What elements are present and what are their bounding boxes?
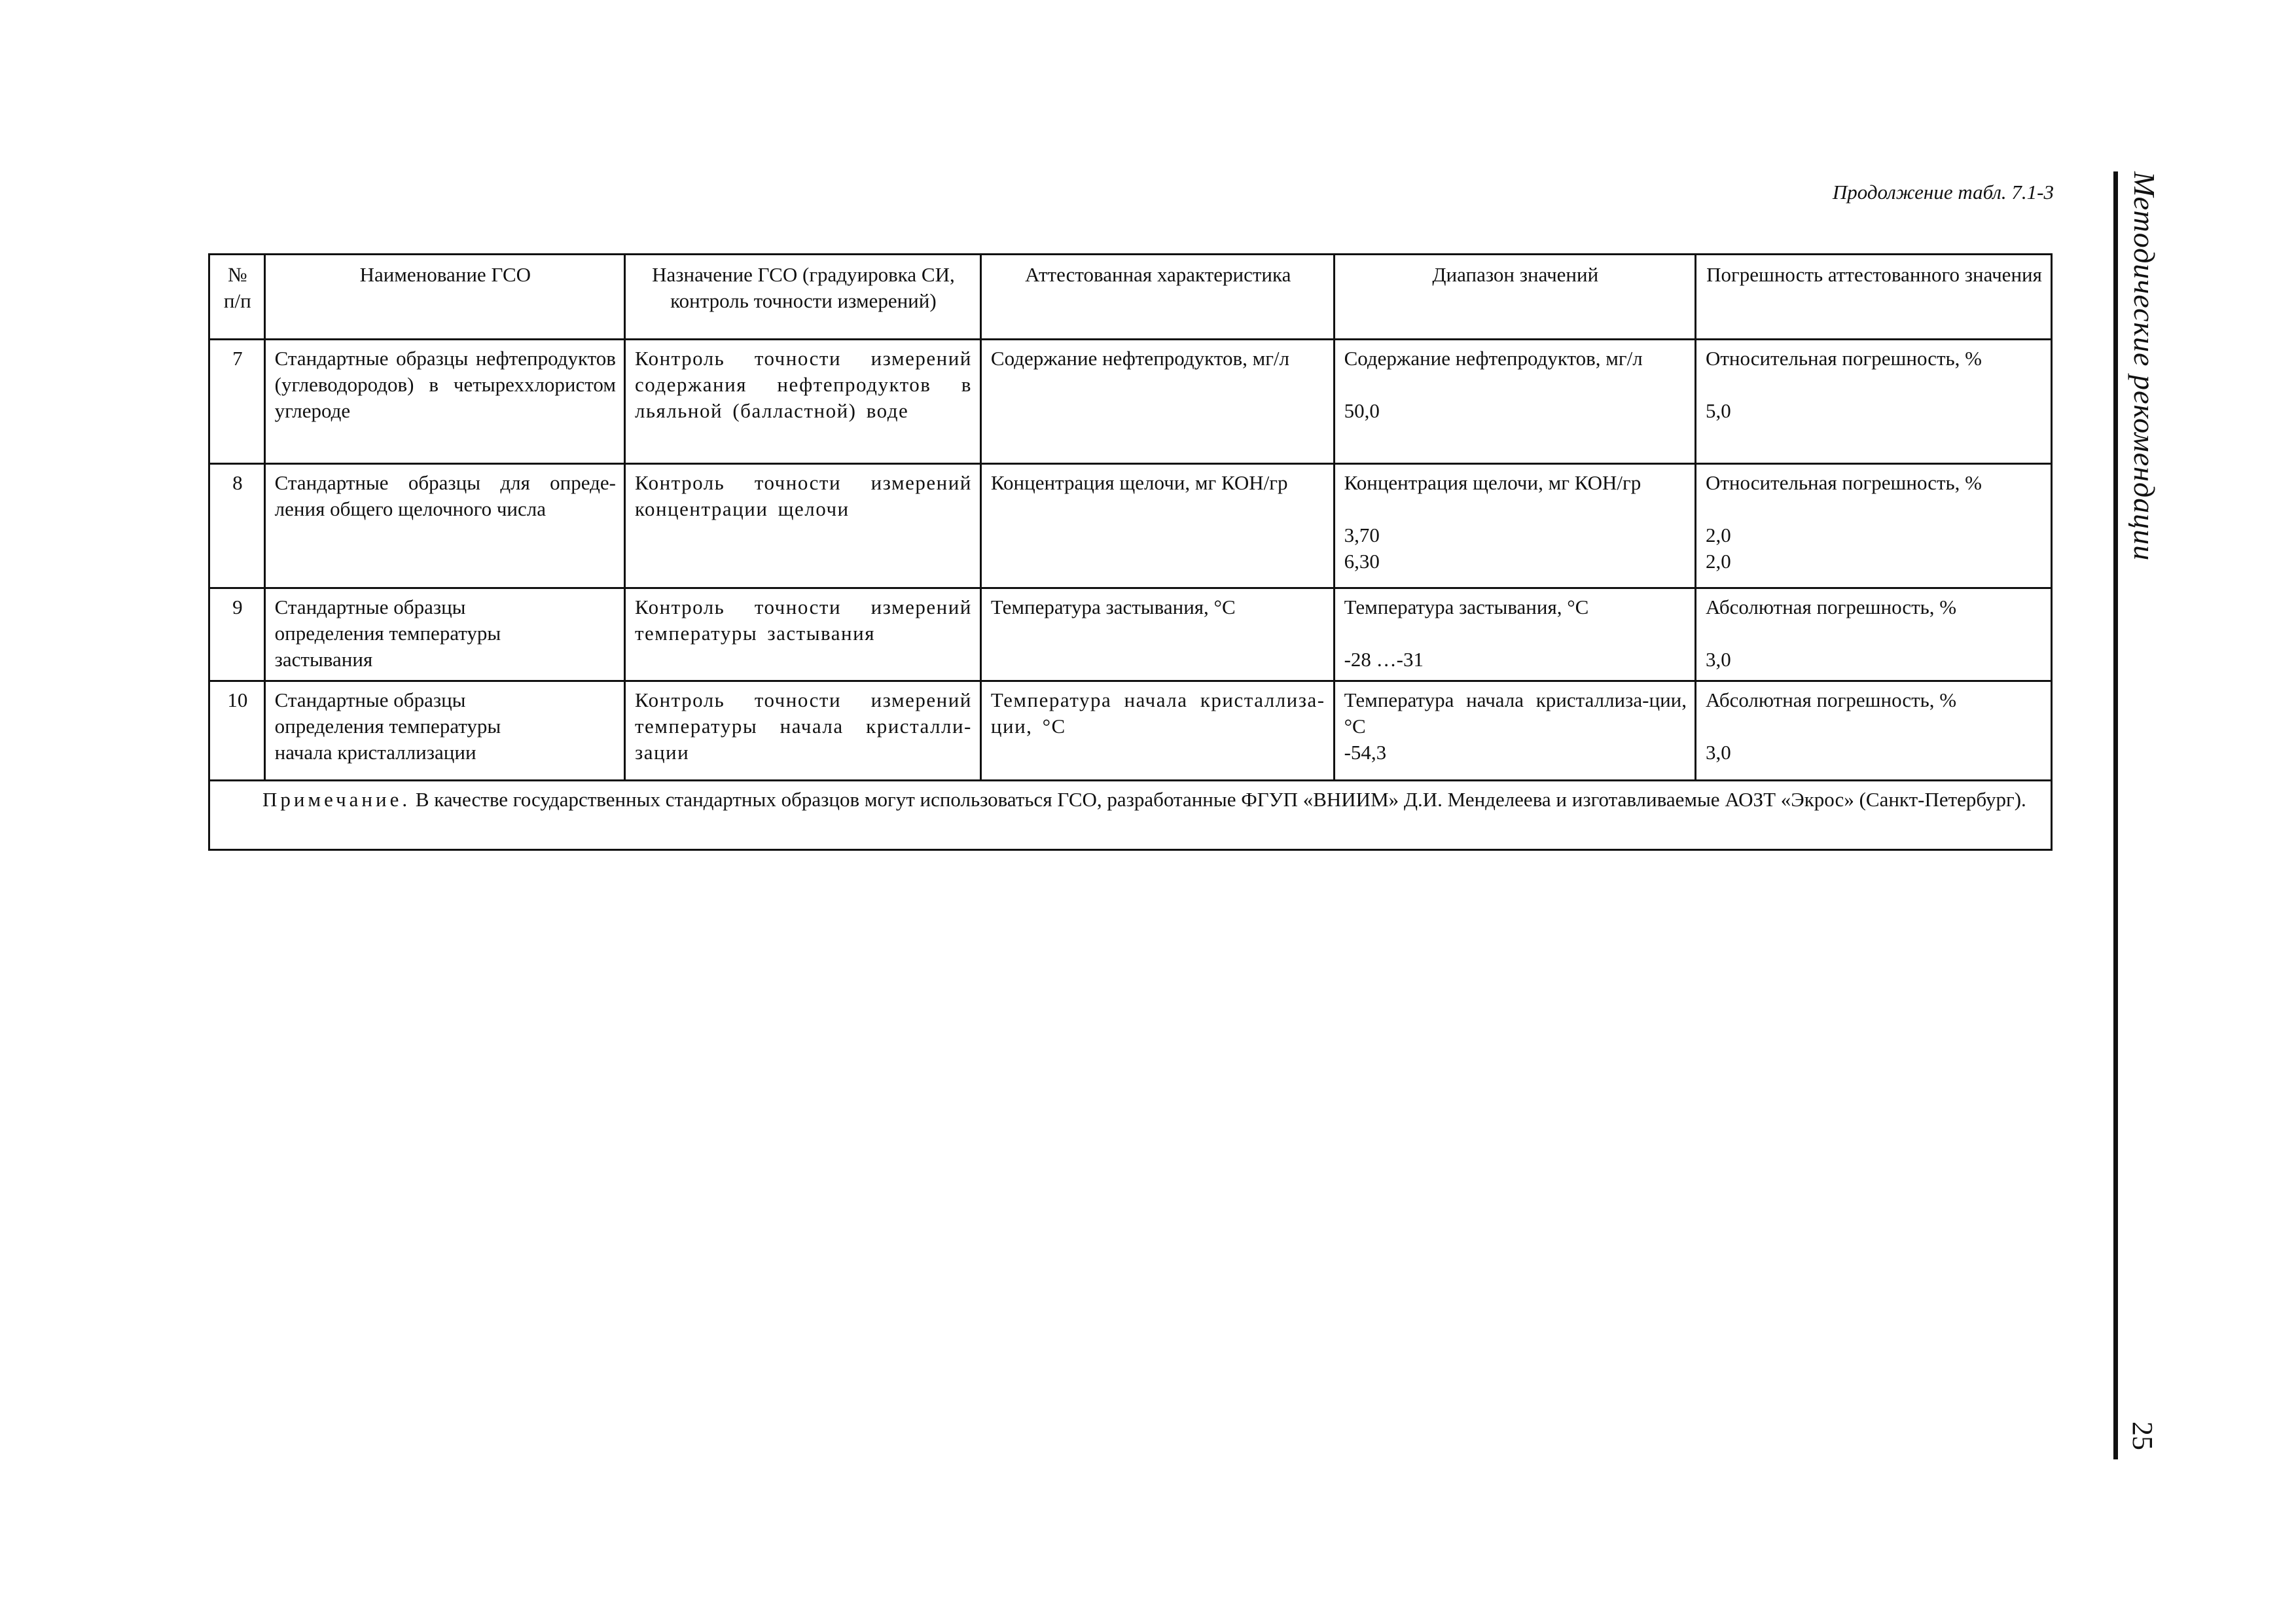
table-row	[209, 340, 2052, 464]
range-label: Содержание нефтепродуктов, мг/л	[1344, 347, 1643, 370]
table-row	[209, 464, 2052, 588]
gso-table	[208, 253, 2053, 851]
row-error	[1696, 340, 2052, 464]
table-row	[209, 588, 2052, 681]
header-no: № п/п	[209, 255, 265, 340]
header-range: Диапазон значений	[1334, 255, 1695, 340]
row-purpose: Контроль точности измерений температуры начала кристалли-зации	[624, 681, 980, 781]
page-number: 25	[2126, 1421, 2159, 1450]
row-purpose: Контроль точности измерений температуры застывания	[624, 588, 980, 681]
error-value: 2,0	[1706, 524, 1731, 546]
row-range	[1334, 588, 1695, 681]
row-range	[1334, 340, 1695, 464]
row-range	[1334, 464, 1695, 588]
error-value: 5,0	[1706, 399, 1731, 422]
row-name: Стандартные образцы определения температуры застывания	[264, 588, 624, 681]
row-number: 10	[209, 681, 265, 781]
row-purpose: Контроль точности измерений концентрации щелочи	[624, 464, 980, 588]
row-characteristic: Температура начала кристаллиза-ции, °С	[980, 681, 1334, 781]
range-value: 50,0	[1344, 399, 1380, 422]
header-characteristic: Аттестованная характеристика	[980, 255, 1334, 340]
table-note-row	[209, 781, 2052, 850]
table-continuation-label: Продолжение табл. 7.1-3	[1832, 181, 2054, 204]
side-rule	[2113, 171, 2118, 1459]
row-purpose: Контроль точности измерений содержания нефтепродуктов в льяльной (балластной) воде	[624, 340, 980, 464]
row-number: 7	[209, 340, 265, 464]
row-name: Стандартные образцы определения температуры начала кристаллизации	[264, 681, 624, 781]
row-name: Стандартные образцы нефтепродуктов (углеводородов) в четыреххлористом углероде	[264, 340, 624, 464]
range-label: Температура начала кристаллиза-ции, °С	[1344, 688, 1687, 738]
row-range	[1334, 681, 1695, 781]
error-label: Абсолютная погрешность, %	[1706, 596, 1957, 618]
range-label: Температура застывания, °С	[1344, 596, 1589, 618]
error-label: Относительная погрешность, %	[1706, 347, 1982, 370]
row-name: Стандартные образцы для опреде-ления общего щелочного числа	[264, 464, 624, 588]
row-characteristic: Концентрация щелочи, мг КОН/гр	[980, 464, 1334, 588]
table-row	[209, 681, 2052, 781]
range-value: 6,30	[1344, 550, 1380, 573]
running-title: Методические рекомендации	[2128, 171, 2161, 562]
range-label: Концентрация щелочи, мг КОН/гр	[1344, 471, 1641, 494]
note-lead: Примечание.	[262, 788, 411, 811]
row-error	[1696, 588, 2052, 681]
header-error: Погрешность аттестованного значения	[1696, 255, 2052, 340]
range-value: -54,3	[1344, 741, 1387, 764]
table-note	[209, 781, 2052, 850]
error-value: 3,0	[1706, 648, 1731, 671]
row-error	[1696, 681, 2052, 781]
error-value: 3,0	[1706, 741, 1731, 764]
row-characteristic: Содержание нефтепродуктов, мг/л	[980, 340, 1334, 464]
table-header-row	[209, 255, 2052, 340]
row-error	[1696, 464, 2052, 588]
header-name: Наименование ГСО	[264, 255, 624, 340]
row-characteristic: Температура застывания, °С	[980, 588, 1334, 681]
row-number: 8	[209, 464, 265, 588]
error-label: Абсолютная погрешность, %	[1706, 688, 1957, 711]
range-value: 3,70	[1344, 524, 1380, 546]
error-value: 2,0	[1706, 550, 1731, 573]
error-label: Относительная погрешность, %	[1706, 471, 1982, 494]
header-purpose: Назначение ГСО (градуировка СИ, контроль точности измерений)	[624, 255, 980, 340]
note-text: В качестве государственных стандартных образцов могут использоваться ГСО, разработанные ФГУП «ВНИИМ» Д.И. Менделеева и изготавливаемые АОЗТ «Экрос» (Санкт-Петербург).	[415, 788, 2026, 811]
range-value: -28 …-31	[1344, 648, 1424, 671]
row-number: 9	[209, 588, 265, 681]
